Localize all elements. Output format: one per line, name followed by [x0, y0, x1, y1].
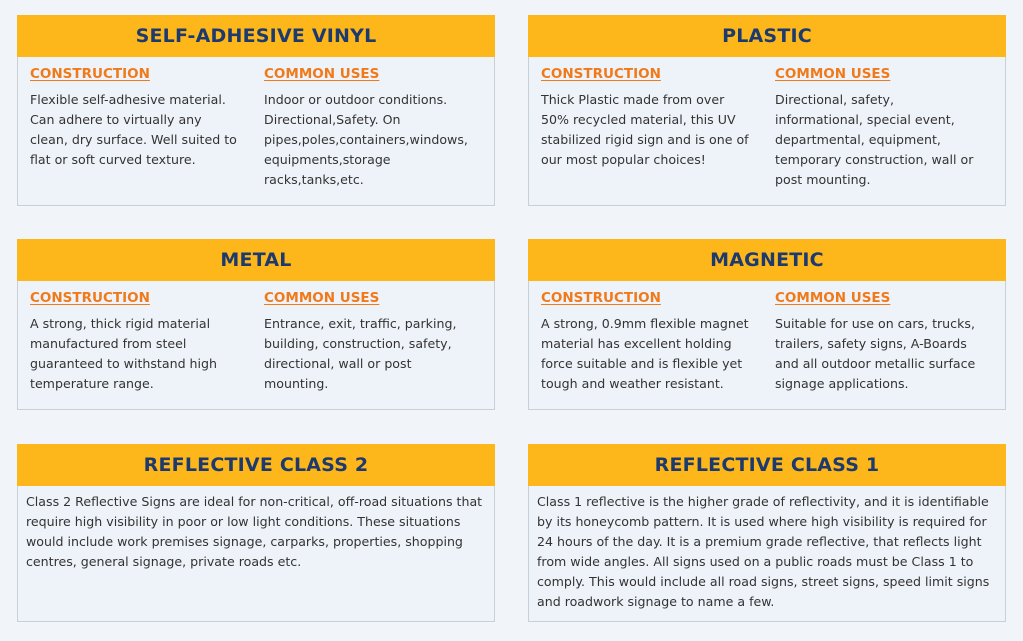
common-uses-text: Directional, safety, informational, special event, departmental, equipment, temporary construction, wall or post mounting.	[775, 92, 974, 187]
card-self-adhesive-vinyl	[17, 15, 495, 206]
card-reflective-class-1	[528, 444, 1006, 622]
construction-column	[541, 65, 775, 190]
construction-heading: CONSTRUCTION	[541, 66, 661, 82]
card-title: MAGNETIC	[528, 239, 1006, 281]
construction-column	[541, 289, 775, 394]
common-uses-heading: COMMON USES	[264, 66, 380, 82]
construction-text: Flexible self-adhesive material. Can adhere to virtually any clean, dry surface. Well suited to flat or soft curved texture.	[30, 92, 237, 167]
common-uses-text: Entrance, exit, traffic, parking, building, construction, safety, directional, wall or post mounting.	[264, 316, 457, 391]
card-body	[529, 281, 1005, 394]
construction-heading: CONSTRUCTION	[30, 66, 150, 82]
construction-text: A strong, 0.9mm flexible magnet material has excellent holding force suitable and is flexible yet tough and weather resistant.	[541, 316, 749, 391]
card-reflective-class-2	[17, 444, 495, 622]
construction-text: A strong, thick rigid material manufactured from steel guaranteed to withstand high temperature range.	[30, 316, 218, 391]
card-description: Class 1 reflective is the higher grade of reflectivity, and it is identifiable by its honeycomb pattern. It is used where high visibility is required for 24 hours of the day. It is a premium grade reflective, that reflects light from wide angles. All signs used on a public roads must be Class 1 to comply. This would include all road signs, street signs, speed limit signs and roadwork signage to name a few.	[537, 494, 990, 609]
card-body	[18, 57, 494, 190]
card-title: METAL	[17, 239, 495, 281]
card-body	[18, 281, 494, 394]
common-uses-text: Indoor or outdoor conditions. Directional,Safety. On pipes,poles,containers,windows, equipments,storage racks,tanks,etc.	[264, 92, 468, 187]
common-uses-heading: COMMON USES	[264, 290, 380, 306]
construction-heading: CONSTRUCTION	[30, 290, 150, 306]
construction-heading: CONSTRUCTION	[541, 290, 661, 306]
common-uses-heading: COMMON USES	[775, 290, 891, 306]
common-uses-column	[775, 65, 993, 190]
card-description: Class 2 Reflective Signs are ideal for non-critical, off-road situations that require high visibility in poor or low light conditions. These situations would include work premises signage, carparks, properties, shopping centres, general signage, private roads etc.	[26, 494, 483, 569]
card-plastic	[528, 15, 1006, 206]
common-uses-column	[264, 289, 482, 394]
card-metal	[17, 239, 495, 410]
card-title: PLASTIC	[528, 15, 1006, 57]
card-magnetic	[528, 239, 1006, 410]
common-uses-heading: COMMON USES	[775, 66, 891, 82]
common-uses-column	[775, 289, 993, 394]
construction-text: Thick Plastic made from over 50% recycled material, this UV stabilized rigid sign and is one of our most popular choices!	[541, 92, 749, 167]
card-title: SELF-ADHESIVE VINYL	[17, 15, 495, 57]
construction-column	[30, 289, 264, 394]
construction-column	[30, 65, 264, 190]
card-body	[529, 57, 1005, 190]
card-title: REFLECTIVE CLASS 1	[528, 444, 1006, 486]
common-uses-column	[264, 65, 482, 190]
common-uses-text: Suitable for use on cars, trucks, trailers, safety signs, A-Boards and all outdoor metallic surface signage applications.	[775, 316, 976, 391]
card-title: REFLECTIVE CLASS 2	[17, 444, 495, 486]
